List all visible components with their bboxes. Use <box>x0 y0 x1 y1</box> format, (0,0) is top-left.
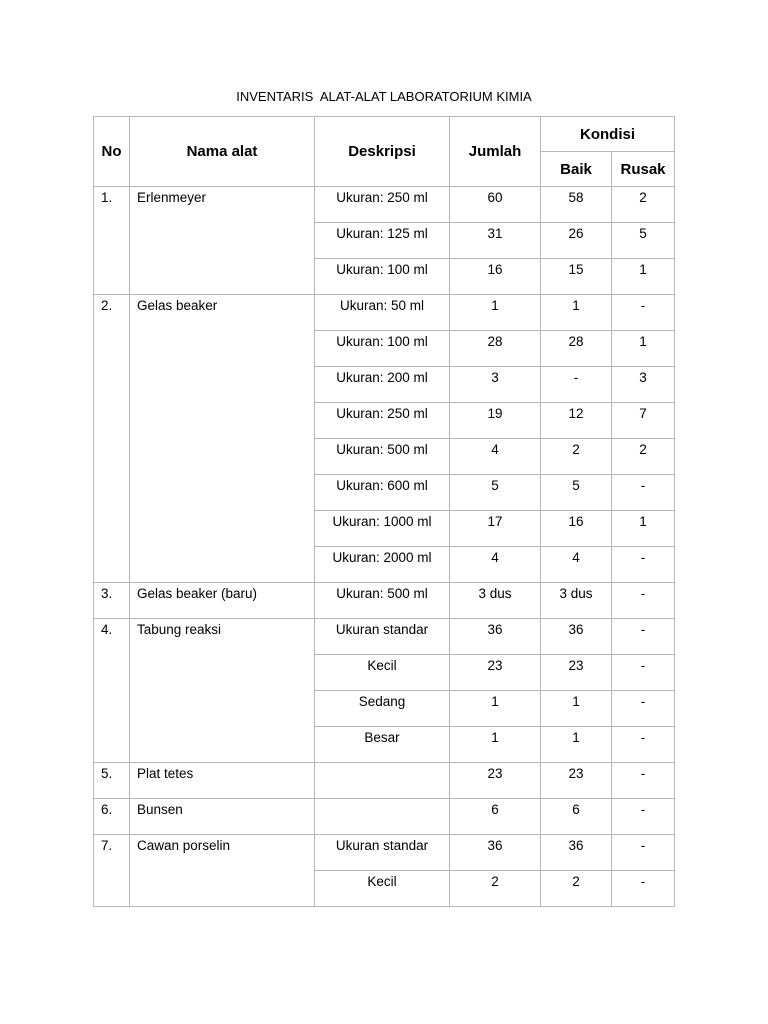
cell-baik: 36 <box>541 619 612 655</box>
cell-deskripsi: Ukuran: 50 ml <box>315 295 450 331</box>
cell-jumlah: 36 <box>450 835 541 871</box>
cell-jumlah: 28 <box>450 331 541 367</box>
cell-baik: 12 <box>541 403 612 439</box>
table-row <box>94 619 675 655</box>
cell-baik: 5 <box>541 475 612 511</box>
cell-baik: 36 <box>541 835 612 871</box>
table-row <box>94 295 675 331</box>
header-baik: Baik <box>541 152 612 187</box>
document-title: INVENTARIS ALAT-ALAT LABORATORIUM KIMIA <box>236 89 532 104</box>
cell-baik: 3 dus <box>541 583 612 619</box>
cell-baik: 1 <box>541 727 612 763</box>
cell-baik: 1 <box>541 295 612 331</box>
cell-jumlah: 16 <box>450 259 541 295</box>
header-jumlah: Jumlah <box>450 117 541 187</box>
cell-deskripsi: Ukuran: 125 ml <box>315 223 450 259</box>
cell-baik: 2 <box>541 871 612 907</box>
table-row <box>94 583 675 619</box>
cell-rusak: - <box>612 655 675 691</box>
cell-rusak: 3 <box>612 367 675 403</box>
cell-rusak: - <box>612 547 675 583</box>
header-rusak: Rusak <box>612 152 675 187</box>
cell-rusak: - <box>612 799 675 835</box>
cell-baik: 26 <box>541 223 612 259</box>
cell-deskripsi: Ukuran: 500 ml <box>315 583 450 619</box>
cell-deskripsi: Ukuran: 2000 ml <box>315 547 450 583</box>
cell-rusak: - <box>612 475 675 511</box>
cell-no: 1. <box>94 187 130 295</box>
cell-nama-alat: Cawan porselin <box>130 835 315 907</box>
cell-jumlah: 4 <box>450 439 541 475</box>
table-row <box>94 763 675 799</box>
cell-jumlah: 4 <box>450 547 541 583</box>
cell-jumlah: 19 <box>450 403 541 439</box>
cell-no: 4. <box>94 619 130 763</box>
cell-jumlah: 2 <box>450 871 541 907</box>
table-body <box>94 187 675 907</box>
cell-baik: 15 <box>541 259 612 295</box>
cell-rusak: - <box>612 691 675 727</box>
table-row <box>94 187 675 223</box>
cell-deskripsi: Ukuran: 250 ml <box>315 403 450 439</box>
cell-nama-alat: Gelas beaker <box>130 295 315 583</box>
cell-jumlah: 3 <box>450 367 541 403</box>
cell-deskripsi: Ukuran: 500 ml <box>315 439 450 475</box>
cell-no: 3. <box>94 583 130 619</box>
cell-rusak: 1 <box>612 259 675 295</box>
cell-rusak: 2 <box>612 439 675 475</box>
cell-rusak: 2 <box>612 187 675 223</box>
cell-nama-alat: Plat tetes <box>130 763 315 799</box>
cell-baik: 28 <box>541 331 612 367</box>
cell-jumlah: 1 <box>450 691 541 727</box>
cell-jumlah: 31 <box>450 223 541 259</box>
cell-deskripsi: Besar <box>315 727 450 763</box>
cell-jumlah: 6 <box>450 799 541 835</box>
cell-baik: 23 <box>541 655 612 691</box>
cell-nama-alat: Erlenmeyer <box>130 187 315 295</box>
cell-deskripsi: Ukuran: 1000 ml <box>315 511 450 547</box>
cell-deskripsi <box>315 763 450 799</box>
cell-no: 2. <box>94 295 130 583</box>
cell-nama-alat: Bunsen <box>130 799 315 835</box>
cell-rusak: 7 <box>612 403 675 439</box>
cell-deskripsi <box>315 799 450 835</box>
cell-rusak: 5 <box>612 223 675 259</box>
cell-jumlah: 1 <box>450 295 541 331</box>
cell-deskripsi: Ukuran: 100 ml <box>315 331 450 367</box>
cell-baik: 2 <box>541 439 612 475</box>
cell-deskripsi: Ukuran: 200 ml <box>315 367 450 403</box>
cell-jumlah: 3 dus <box>450 583 541 619</box>
header-no: No <box>94 117 130 187</box>
cell-deskripsi: Ukuran: 600 ml <box>315 475 450 511</box>
cell-rusak: - <box>612 583 675 619</box>
cell-no: 5. <box>94 763 130 799</box>
cell-jumlah: 23 <box>450 655 541 691</box>
cell-no: 7. <box>94 835 130 907</box>
inventory-table <box>93 116 675 907</box>
cell-jumlah: 60 <box>450 187 541 223</box>
cell-baik: 23 <box>541 763 612 799</box>
cell-deskripsi: Ukuran standar <box>315 835 450 871</box>
header-nama-alat: Nama alat <box>130 117 315 187</box>
cell-nama-alat: Tabung reaksi <box>130 619 315 763</box>
cell-rusak: - <box>612 835 675 871</box>
cell-jumlah: 23 <box>450 763 541 799</box>
cell-baik: 58 <box>541 187 612 223</box>
cell-deskripsi: Kecil <box>315 871 450 907</box>
cell-rusak: - <box>612 295 675 331</box>
cell-deskripsi: Ukuran standar <box>315 619 450 655</box>
header-kondisi: Kondisi <box>541 117 675 152</box>
cell-rusak: - <box>612 727 675 763</box>
cell-jumlah: 36 <box>450 619 541 655</box>
cell-rusak: - <box>612 871 675 907</box>
cell-deskripsi: Ukuran: 250 ml <box>315 187 450 223</box>
cell-baik: 16 <box>541 511 612 547</box>
table-row <box>94 799 675 835</box>
cell-deskripsi: Kecil <box>315 655 450 691</box>
cell-baik: 4 <box>541 547 612 583</box>
cell-no: 6. <box>94 799 130 835</box>
table-header <box>94 117 675 187</box>
cell-jumlah: 1 <box>450 727 541 763</box>
cell-rusak: - <box>612 619 675 655</box>
table-row <box>94 835 675 871</box>
cell-rusak: - <box>612 763 675 799</box>
cell-rusak: 1 <box>612 331 675 367</box>
cell-rusak: 1 <box>612 511 675 547</box>
cell-baik: - <box>541 367 612 403</box>
header-deskripsi: Deskripsi <box>315 117 450 187</box>
cell-deskripsi: Ukuran: 100 ml <box>315 259 450 295</box>
cell-nama-alat: Gelas beaker (baru) <box>130 583 315 619</box>
cell-jumlah: 5 <box>450 475 541 511</box>
cell-baik: 1 <box>541 691 612 727</box>
cell-baik: 6 <box>541 799 612 835</box>
cell-deskripsi: Sedang <box>315 691 450 727</box>
cell-jumlah: 17 <box>450 511 541 547</box>
